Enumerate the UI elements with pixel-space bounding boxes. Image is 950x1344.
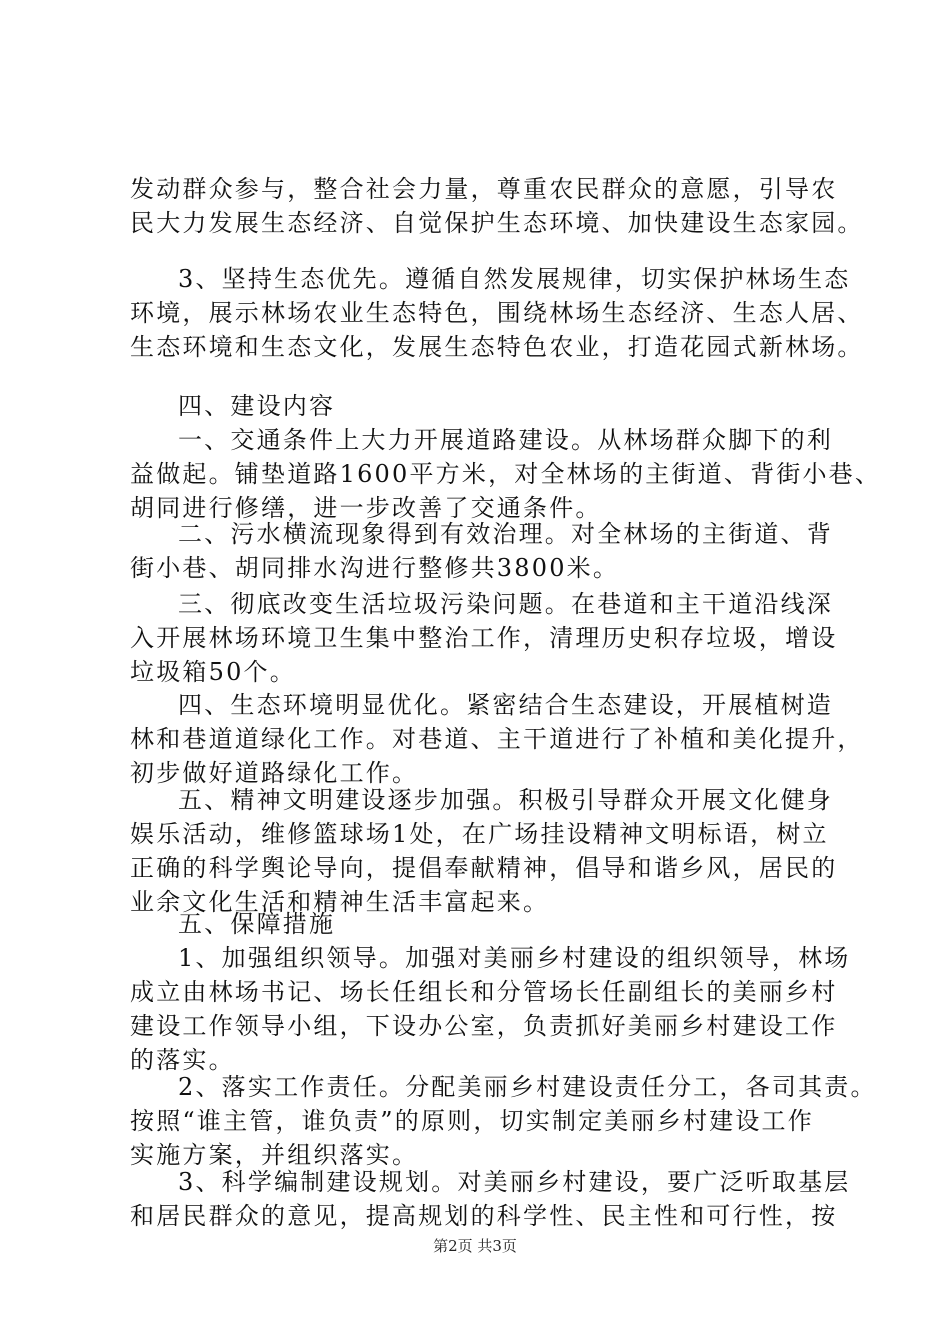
text-line: 五、精神文明建设逐步加强。积极引导群众开展文化健身: [178, 786, 833, 814]
text-line: 益做起。铺垫道路1600平方米，对全林场的主街道、背街小巷、: [130, 460, 882, 488]
text-line: 娱乐活动，维修篮球场1处，在广场挂设精神文明标语，树立: [130, 820, 829, 848]
text-line: 民大力发展生态经济、自觉保护生态环境、加快建设生态家园。: [130, 209, 864, 237]
text-line: 实施方案，并组织落实。: [130, 1141, 419, 1169]
text-line: 按照“谁主管，谁负责”的原则，切实制定美丽乡村建设工作: [130, 1107, 814, 1135]
page-number-footer: 第2页 共3页: [433, 1237, 517, 1255]
text-line: 和居民群众的意见，提高规划的科学性、民主性和可行性，按: [130, 1202, 838, 1230]
text-line: 2、落实工作责任。分配美丽乡村建设责任分工，各司其责。: [178, 1073, 877, 1101]
text-line: 三、彻底改变生活垃圾污染问题。在巷道和主干道沿线深: [178, 590, 833, 618]
text-line: 二、污水横流现象得到有效治理。对全林场的主街道、背: [178, 520, 833, 548]
text-line: 垃圾箱50个。: [130, 658, 296, 686]
text-line: 3、科学编制建设规划。对美丽乡村建设，要广泛听取基层: [178, 1168, 851, 1196]
text-line: 环境，展示林场农业生态特色，围绕林场生态经济、生态人居、: [130, 299, 864, 327]
section-heading: 五、保障措施: [178, 910, 336, 938]
text-line: 胡同进行修缮，进一步改善了交通条件。: [130, 494, 602, 522]
text-line: 一、交通条件上大力开展道路建设。从林场群众脚下的利: [178, 426, 833, 454]
section-heading: 四、建设内容: [178, 392, 336, 420]
text-line: 建设工作领导小组，下设办公室，负责抓好美丽乡村建设工作: [130, 1012, 838, 1040]
text-line: 街小巷、胡同排水沟进行整修共3800米。: [130, 554, 620, 582]
text-line: 3、坚持生态优先。遵循自然发展规律，切实保护林场生态: [178, 265, 851, 293]
text-line: 1、加强组织领导。加强对美丽乡村建设的组织领导，林场: [178, 944, 851, 972]
text-line: 发动群众参与，整合社会力量，尊重农民群众的意愿，引导农: [130, 175, 838, 203]
text-line: 林和巷道道绿化工作。对巷道、主干道进行了补植和美化提升，: [130, 725, 864, 753]
text-line: 入开展林场环境卫生集中整治工作，清理历史积存垃圾，增设: [130, 624, 838, 652]
text-line: 生态环境和生态文化，发展生态特色农业，打造花园式新林场。: [130, 333, 864, 361]
text-line: 的落实。: [130, 1046, 235, 1074]
text-line: 四、生态环境明显优化。紧密结合生态建设，开展植树造: [178, 691, 833, 719]
text-line: 成立由林场书记、场长任组长和分管场长任副组长的美丽乡村: [130, 978, 838, 1006]
text-line: 初步做好道路绿化工作。: [130, 759, 419, 787]
text-line: 正确的科学舆论导向，提倡奉献精神，倡导和谐乡风，居民的: [130, 854, 838, 882]
text-line: 业余文化生活和精神生活丰富起来。: [130, 888, 550, 916]
